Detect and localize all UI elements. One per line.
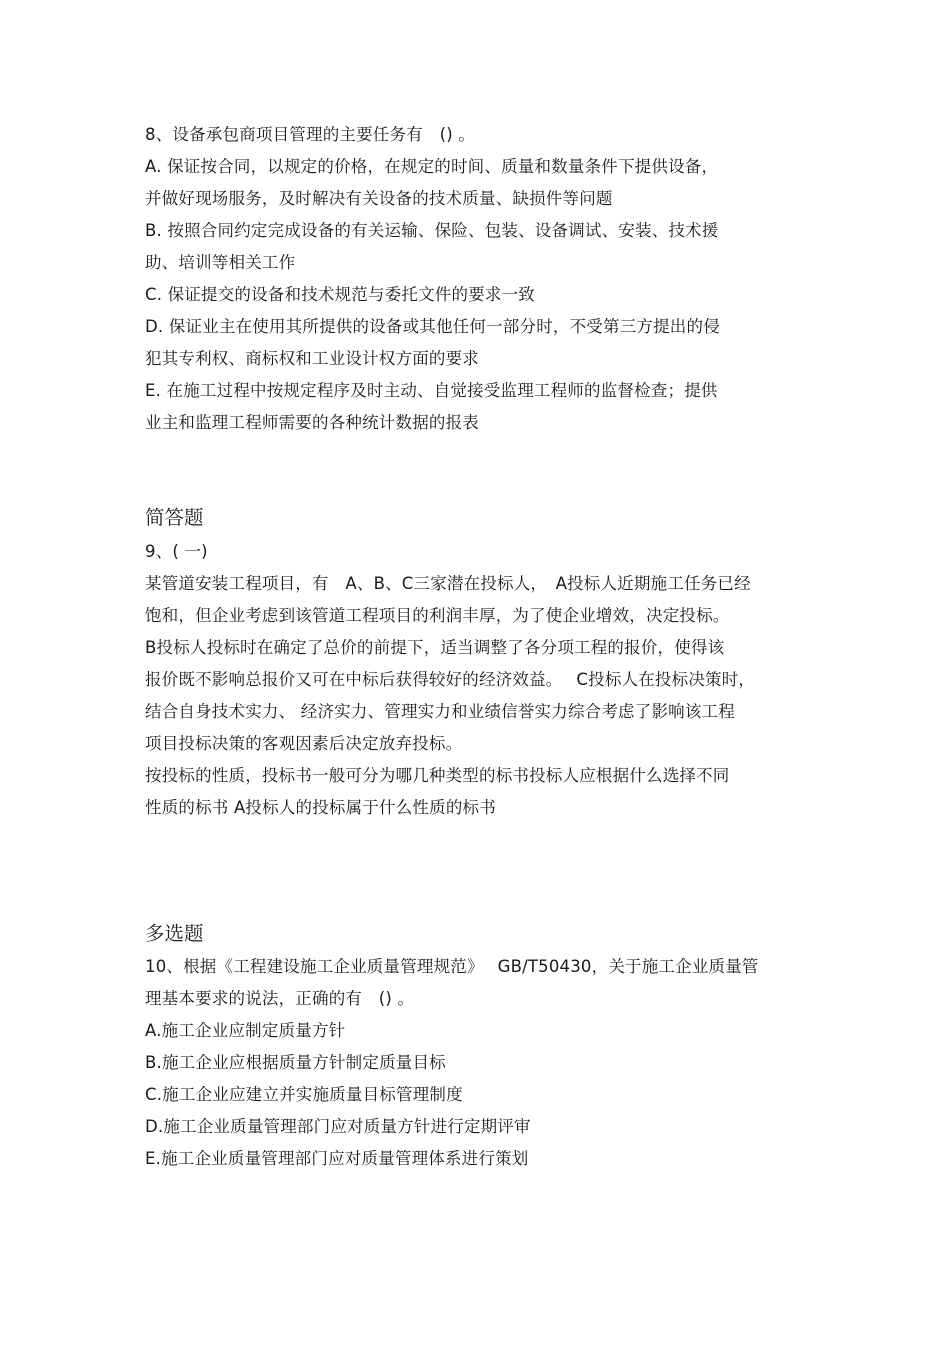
question-10-option-a: A.施工企业应制定质量方针	[145, 1021, 346, 1040]
question-9-line: 性质的标书 A投标人的投标属于什么性质的标书	[145, 798, 496, 817]
question-8-option-b: B. 按照合同约定完成设备的有关运输、保险、包装、设备调试、安装、技术援	[145, 221, 719, 240]
question-10-option-c: C.施工企业应建立并实施质量目标管理制度	[145, 1085, 463, 1104]
question-8-stem: 8、设备承包商项目管理的主要任务有 () 。	[145, 125, 476, 144]
question-8-option-a-cont: 并做好现场服务，及时解决有关设备的技术质量、缺损件等问题	[145, 189, 613, 208]
question-10-option-b: B.施工企业应根据质量方针制定质量目标	[145, 1053, 446, 1072]
question-9-line: 结合自身技术实力、 经济实力、管理实力和业绩信誉实力综合考虑了影响该工程	[145, 702, 735, 721]
question-9-line: B投标人投标时在确定了总价的前提下，适当调整了各分项工程的报价，使得该	[145, 638, 725, 657]
question-9-line: 按投标的性质，投标书一般可分为哪几种类型的标书投标人应根据什么选择不同	[145, 766, 730, 785]
question-8-option-e-cont: 业主和监理工程师需要的各种统计数据的报表	[145, 413, 479, 432]
question-9-line: 某管道安装工程项目，有 A、B、C三家潜在投标人， A投标人近期施工任务已经	[145, 574, 751, 593]
question-8-option-b-cont: 助、培训等相关工作	[145, 253, 296, 272]
question-8-option-e: E. 在施工过程中按规定程序及时主动、自觉接受监理工程师的监督检查；提供	[145, 381, 718, 400]
question-8-option-c: C. 保证提交的设备和技术规范与委托文件的要求一致	[145, 285, 536, 304]
section-heading-multi-choice: 多选题	[145, 922, 204, 945]
question-9-line: 项目投标决策的客观因素后决定放弃投标。	[145, 734, 463, 753]
question-9-line: 饱和，但企业考虑到该管道工程项目的利润丰厚，为了使企业增效，决定投标。	[145, 606, 730, 625]
question-8-option-d-cont: 犯其专利权、商标权和工业设计权方面的要求	[145, 349, 479, 368]
question-9-line: 报价既不影响总报价又可在中标后获得较好的经济效益。 C投标人在投标决策时，	[145, 670, 756, 689]
question-8-option-a: A. 保证按合同，以规定的价格，在规定的时间、质量和数量条件下提供设备，	[145, 157, 719, 176]
question-9-number: 9、( 一)	[145, 542, 208, 561]
question-8-option-d: D. 保证业主在使用其所提供的设备或其他任何一部分时，不受第三方提出的侵	[145, 317, 720, 336]
question-10-option-e: E.施工企业质量管理部门应对质量管理体系进行策划	[145, 1149, 529, 1168]
section-heading-short-answer: 简答题	[145, 506, 204, 529]
question-10-stem-cont: 理基本要求的说法，正确的有 () 。	[145, 989, 415, 1008]
question-10-option-d: D.施工企业质量管理部门应对质量方针进行定期评审	[145, 1117, 531, 1136]
question-10-stem: 10、根据《工程建设施工企业质量管理规范》 GB/T50430，关于施工企业质量管	[145, 957, 759, 976]
